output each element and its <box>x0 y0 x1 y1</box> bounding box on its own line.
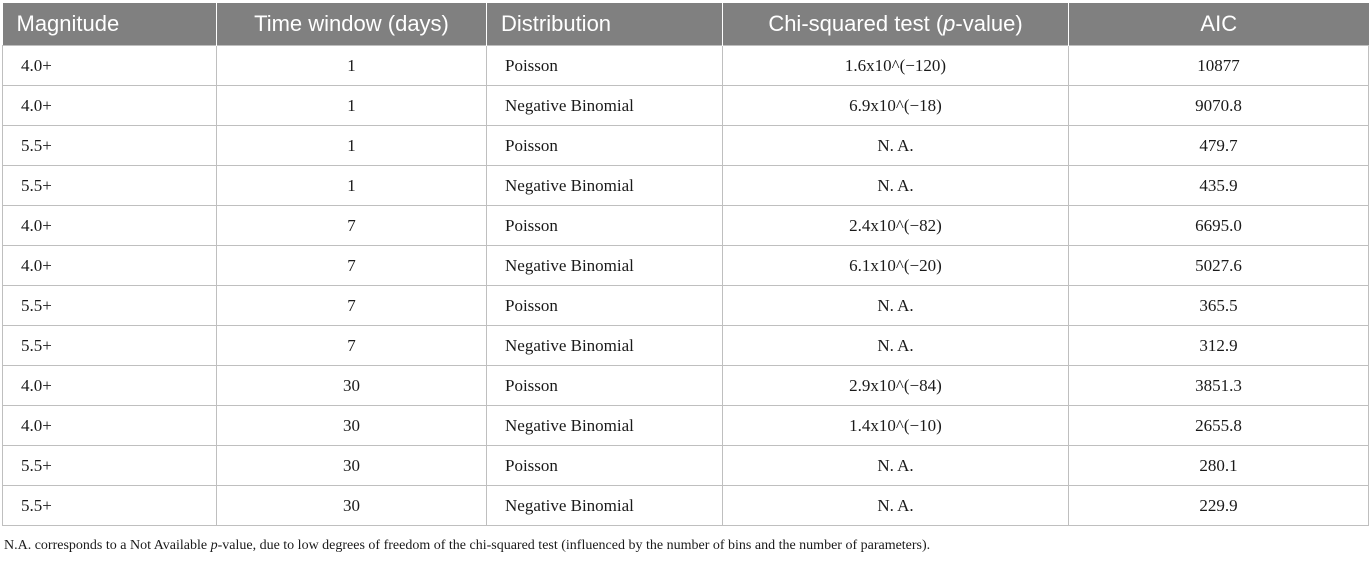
cell-magnitude: 4.0+ <box>3 206 217 246</box>
cell-magnitude: 4.0+ <box>3 406 217 446</box>
cell-distribution: Poisson <box>487 286 723 326</box>
cell-time-window: 7 <box>217 326 487 366</box>
table-row <box>3 46 1369 86</box>
cell-chi-squared: N. A. <box>723 446 1069 486</box>
cell-distribution: Negative Binomial <box>487 486 723 526</box>
cell-aic: 6695.0 <box>1069 206 1369 246</box>
cell-magnitude: 5.5+ <box>3 326 217 366</box>
cell-aic: 5027.6 <box>1069 246 1369 286</box>
header-time-window: Time window (days) <box>217 3 487 46</box>
cell-time-window: 7 <box>217 286 487 326</box>
table-row <box>3 406 1369 446</box>
cell-time-window: 1 <box>217 86 487 126</box>
cell-magnitude: 4.0+ <box>3 366 217 406</box>
cell-distribution: Negative Binomial <box>487 246 723 286</box>
cell-magnitude: 4.0+ <box>3 46 217 86</box>
table-row <box>3 326 1369 366</box>
footnote-prefix: N.A. corresponds to a Not Available <box>4 538 211 553</box>
table-row <box>3 486 1369 526</box>
cell-chi-squared: N. A. <box>723 286 1069 326</box>
cell-aic: 229.9 <box>1069 486 1369 526</box>
cell-time-window: 7 <box>217 206 487 246</box>
cell-magnitude: 5.5+ <box>3 486 217 526</box>
table-body <box>3 46 1369 526</box>
table-row <box>3 246 1369 286</box>
cell-time-window: 1 <box>217 46 487 86</box>
cell-aic: 435.9 <box>1069 166 1369 206</box>
table-footnote <box>4 538 930 554</box>
cell-chi-squared: N. A. <box>723 486 1069 526</box>
cell-aic: 3851.3 <box>1069 366 1369 406</box>
cell-magnitude: 5.5+ <box>3 166 217 206</box>
cell-chi-squared: N. A. <box>723 166 1069 206</box>
cell-time-window: 7 <box>217 246 487 286</box>
header-aic: AIC <box>1069 3 1369 46</box>
cell-time-window: 1 <box>217 166 487 206</box>
cell-magnitude: 5.5+ <box>3 286 217 326</box>
footnote-p: p <box>210 538 218 553</box>
cell-chi-squared: 2.4x10^(−82) <box>723 206 1069 246</box>
table-row <box>3 366 1369 406</box>
cell-distribution: Poisson <box>487 446 723 486</box>
cell-distribution: Poisson <box>487 206 723 246</box>
cell-chi-squared: 1.6x10^(−120) <box>723 46 1069 86</box>
cell-time-window: 30 <box>217 406 487 446</box>
cell-aic: 312.9 <box>1069 326 1369 366</box>
cell-chi-squared: 6.9x10^(−18) <box>723 86 1069 126</box>
cell-time-window: 30 <box>217 446 487 486</box>
table-row <box>3 206 1369 246</box>
cell-time-window: 30 <box>217 366 487 406</box>
header-chi-p: p <box>943 11 956 36</box>
cell-distribution: Negative Binomial <box>487 86 723 126</box>
table-row <box>3 286 1369 326</box>
cell-aic: 479.7 <box>1069 126 1369 166</box>
results-table-container <box>2 3 1368 526</box>
cell-aic: 365.5 <box>1069 286 1369 326</box>
cell-magnitude: 4.0+ <box>3 86 217 126</box>
results-table <box>2 3 1369 526</box>
cell-chi-squared: 6.1x10^(−20) <box>723 246 1069 286</box>
header-chi-prefix: Chi-squared test ( <box>768 11 944 36</box>
cell-distribution: Negative Binomial <box>487 326 723 366</box>
cell-distribution: Poisson <box>487 126 723 166</box>
cell-chi-squared: N. A. <box>723 326 1069 366</box>
table-row <box>3 446 1369 486</box>
cell-chi-squared: 1.4x10^(−10) <box>723 406 1069 446</box>
cell-magnitude: 5.5+ <box>3 126 217 166</box>
cell-chi-squared: 2.9x10^(−84) <box>723 366 1069 406</box>
cell-magnitude: 4.0+ <box>3 246 217 286</box>
footnote-suffix: -value, due to low degrees of freedom of the chi-squared test (influenced by the number of bins and the number of parameters). <box>217 538 931 553</box>
cell-distribution: Poisson <box>487 366 723 406</box>
cell-chi-squared: N. A. <box>723 126 1069 166</box>
cell-distribution: Negative Binomial <box>487 166 723 206</box>
cell-distribution: Negative Binomial <box>487 406 723 446</box>
cell-magnitude: 5.5+ <box>3 446 217 486</box>
header-chi-squared <box>723 3 1069 46</box>
header-chi-suffix: -value) <box>955 11 1023 36</box>
table-row <box>3 86 1369 126</box>
table-row <box>3 126 1369 166</box>
cell-aic: 9070.8 <box>1069 86 1369 126</box>
cell-aic: 10877 <box>1069 46 1369 86</box>
cell-time-window: 30 <box>217 486 487 526</box>
cell-aic: 2655.8 <box>1069 406 1369 446</box>
table-header <box>3 3 1369 46</box>
table-row <box>3 166 1369 206</box>
header-magnitude: Magnitude <box>3 3 217 46</box>
cell-aic: 280.1 <box>1069 446 1369 486</box>
header-distribution: Distribution <box>487 3 723 46</box>
header-row <box>3 3 1369 46</box>
cell-time-window: 1 <box>217 126 487 166</box>
cell-distribution: Poisson <box>487 46 723 86</box>
